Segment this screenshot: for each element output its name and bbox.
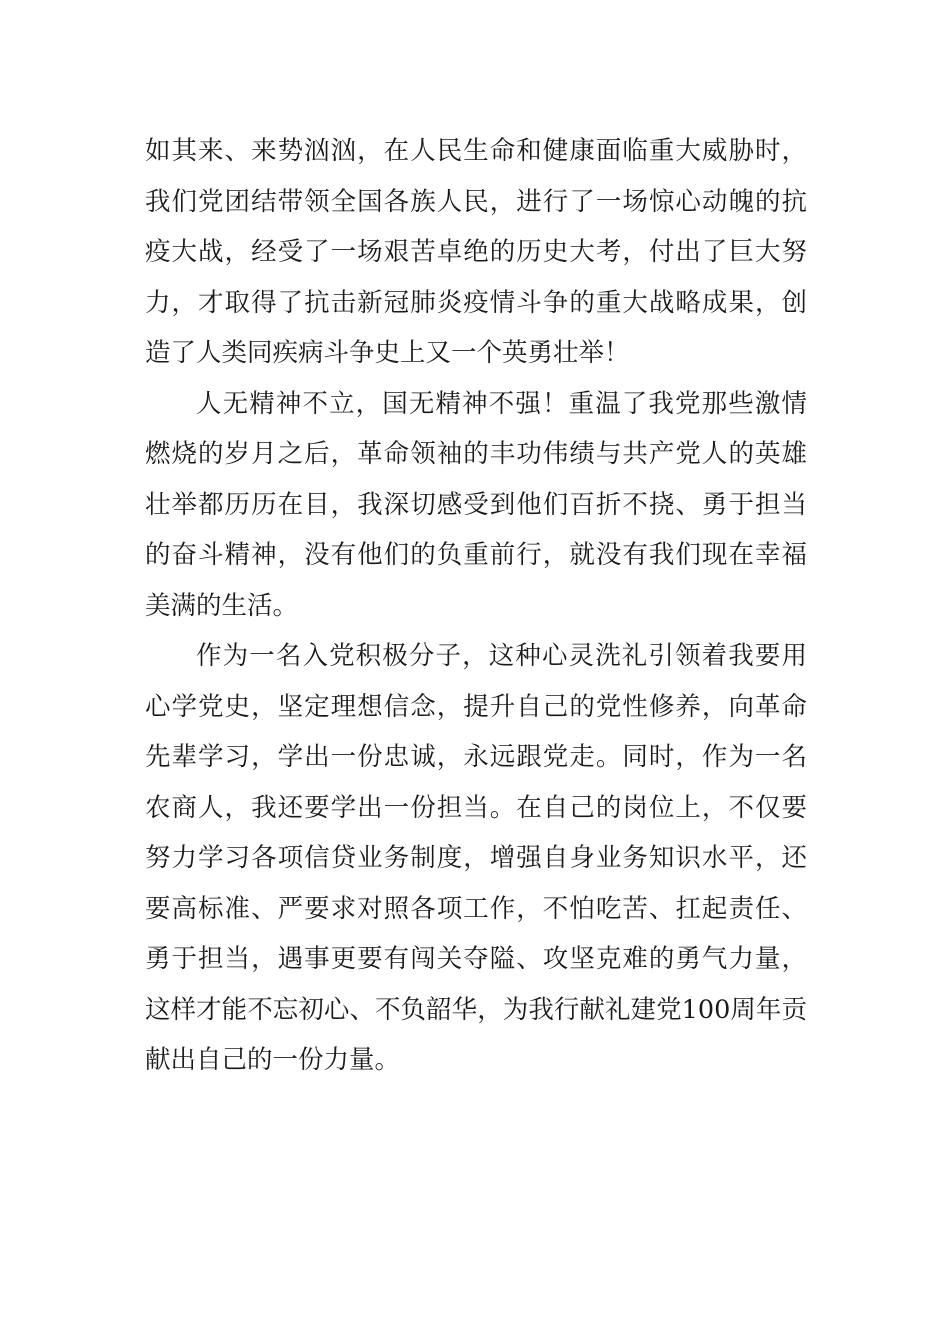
paragraph-3: 作为一名入党积极分子，这种心灵洗礼引领着我要用心学党史，坚定理想信念，提升自己的党性修养，向革命先辈学习，学出一份忠诚，永远跟党走。同时，作为一名农商人，我还要学出一份担当。在自己的岗位上，不仅要努力学习各项信贷业务制度，增强自身业务知识水平，还要高标准、严要求对照各项工作，不怕吃苦、扛起责任、勇于担当，遇事更要有闯关夺隘、攻坚克难的勇气力量，这样才能不忘初心、不负韶华，为我行献礼建党100周年贡献出自己的一份力量。 (145, 641, 807, 1075)
paragraph-1: 如其来、来势汹汹，在人民生命和健康面临重大威胁时，我们党团结带领全国各族人民，进行了一场惊心动魄的抗疫大战，经受了一场艰苦卓绝的历史大考，付出了巨大努力，才取得了抗击新冠肺炎疫情斗争的重大战略成果，创造了人类同疾病斗争史上又一个英勇壮举！ (145, 136, 807, 368)
document-body (145, 126, 807, 1086)
paragraph-2: 人无精神不立，国无精神不强！重温了我党那些激情燃烧的岁月之后，革命领袖的丰功伟绩与共产党人的英雄壮举都历历在目，我深切感受到他们百折不挠、勇于担当的奋斗精神，没有他们的负重前行，就没有我们现在幸福美满的生活。 (145, 388, 807, 621)
